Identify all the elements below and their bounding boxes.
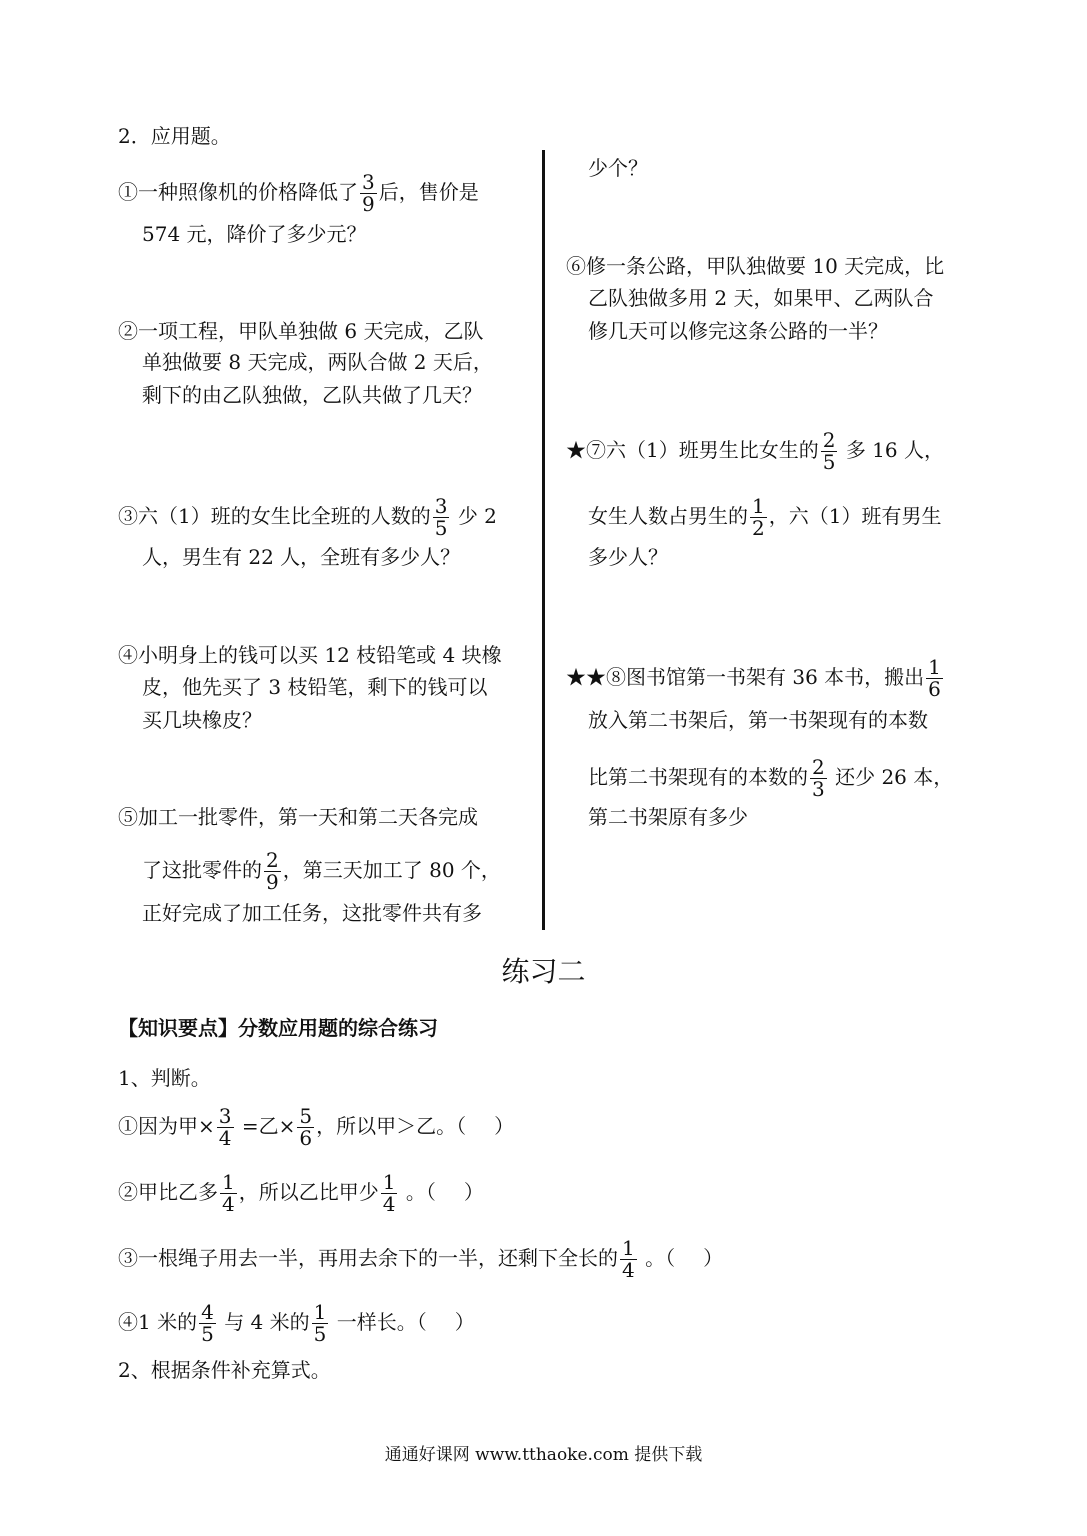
question-8-line-2: 放入第二书架后，第一书架现有的本数 <box>588 708 928 732</box>
question-3-line-1: ③六（1）班的女生比全班的人数的 $\frac{3}{5}$ 少 2 <box>118 494 497 540</box>
judge-2: ②甲比乙多 $\frac{1}{4}$ ，所以乙比甲少 $\frac{1}{4}$ 。（ ） <box>118 1170 484 1216</box>
judge-3: ③一根绳子用去一半，再用去余下的一半，还剩下全长的 $\frac{1}{4}$ 。（ ） <box>118 1236 724 1282</box>
question-8-line-3: 比第二书架现有的本数的 $\frac{2}{3}$ 还少 26 本， <box>588 755 954 801</box>
judge-1: ①因为甲× $\frac{3}{4}$ =乙× $\frac{5}{6}$ ，所以甲＞乙。（ ） <box>118 1104 515 1150</box>
fraction: $\frac{3}{4}$ <box>218 1104 232 1150</box>
page-title: 练习二 <box>501 955 586 988</box>
supplement-heading: 2、根据条件补充算式。 <box>118 1358 331 1382</box>
fraction: $\frac{2}{9}$ <box>266 848 279 894</box>
judge-heading: 1、判断。 <box>118 1066 211 1090</box>
question-1-line-2: 574 元，降价了多少元？ <box>142 222 367 246</box>
fraction: $\frac{1}{6}$ <box>928 655 941 701</box>
fraction: $\frac{3}{9}$ <box>362 170 375 216</box>
question-6-line-2: 乙队独做多用 2 天，如果甲、乙两队合 <box>588 286 934 310</box>
section-heading: 2．应用题。 <box>118 124 231 148</box>
question-5-line-1: ⑤加工一批零件，第一天和第二天各完成 <box>118 805 478 829</box>
footer: 通通好课网 www.tthaoke.com 提供下载 <box>384 1445 703 1465</box>
fraction: $\frac{1}{4}$ <box>382 1170 396 1216</box>
knowledge-heading: 【知识要点】分数应用题的综合练习 <box>118 1016 438 1040</box>
question-6-line-3: 修几天可以修完这条公路的一半？ <box>588 319 888 343</box>
question-7-line-3: 多少人？ <box>588 545 668 569</box>
question-4-line-3: 买几块橡皮？ <box>142 708 262 732</box>
fraction: $\frac{1}{2}$ <box>752 494 765 540</box>
question-7-line-2: 女生人数占男生的 $\frac{1}{2}$ ，六（1）班有男生 <box>588 494 942 540</box>
question-4-line-1: ④小明身上的钱可以买 12 枝铅笔或 4 块橡 <box>118 643 502 667</box>
question-5-line-4: 少个？ <box>588 156 648 180</box>
judge-4: ④1 米的 $\frac{4}{5}$ 与 4 米的 $\frac{1}{5}$ 一样长。（ ） <box>118 1300 475 1346</box>
question-8-line-1: ★★⑧图书馆第一书架有 36 本书，搬出 $\frac{1}{6}$ <box>566 655 941 701</box>
question-8-line-4: 第二书架原有多少 <box>588 805 748 829</box>
question-6-line-1: ⑥修一条公路，甲队独做要 10 天完成，比 <box>566 254 945 278</box>
question-7-line-1: ★⑦六（1）班男生比女生的 $\frac{2}{5}$ 多 16 人， <box>566 428 944 474</box>
question-5-line-2: 了这批零件的 $\frac{2}{9}$ ，第三天加工了 80 个， <box>142 848 501 894</box>
fraction: $\frac{2}{5}$ <box>822 428 836 474</box>
fraction: $\frac{1}{5}$ <box>313 1300 327 1346</box>
fraction: $\frac{3}{5}$ <box>434 494 448 540</box>
question-1-line-1: ①一种照像机的价格降低了 $\frac{3}{9}$ 后，售价是 <box>118 170 479 216</box>
question-3-line-2: 人，男生有 22 人，全班有多少人？ <box>142 545 461 569</box>
question-4-line-2: 皮，他先买了 3 枝铅笔，剩下的钱可以 <box>142 675 488 699</box>
fraction: $\frac{4}{5}$ <box>201 1300 214 1346</box>
question-5-line-3: 正好完成了加工任务，这批零件共有多 <box>142 901 482 925</box>
question-2-line-3: 剩下的由乙队独做，乙队共做了几天？ <box>142 383 482 407</box>
fraction: $\frac{5}{6}$ <box>299 1104 313 1150</box>
question-2-line-2: 单独做要 8 天完成，两队合做 2 天后， <box>142 350 493 374</box>
question-2-line-1: ②一项工程，甲队单独做 6 天完成，乙队 <box>118 319 484 343</box>
fraction: $\frac{2}{3}$ <box>812 755 825 801</box>
fraction: $\frac{1}{4}$ <box>222 1170 235 1216</box>
fraction: $\frac{1}{4}$ <box>622 1236 635 1282</box>
column-divider <box>542 150 545 930</box>
